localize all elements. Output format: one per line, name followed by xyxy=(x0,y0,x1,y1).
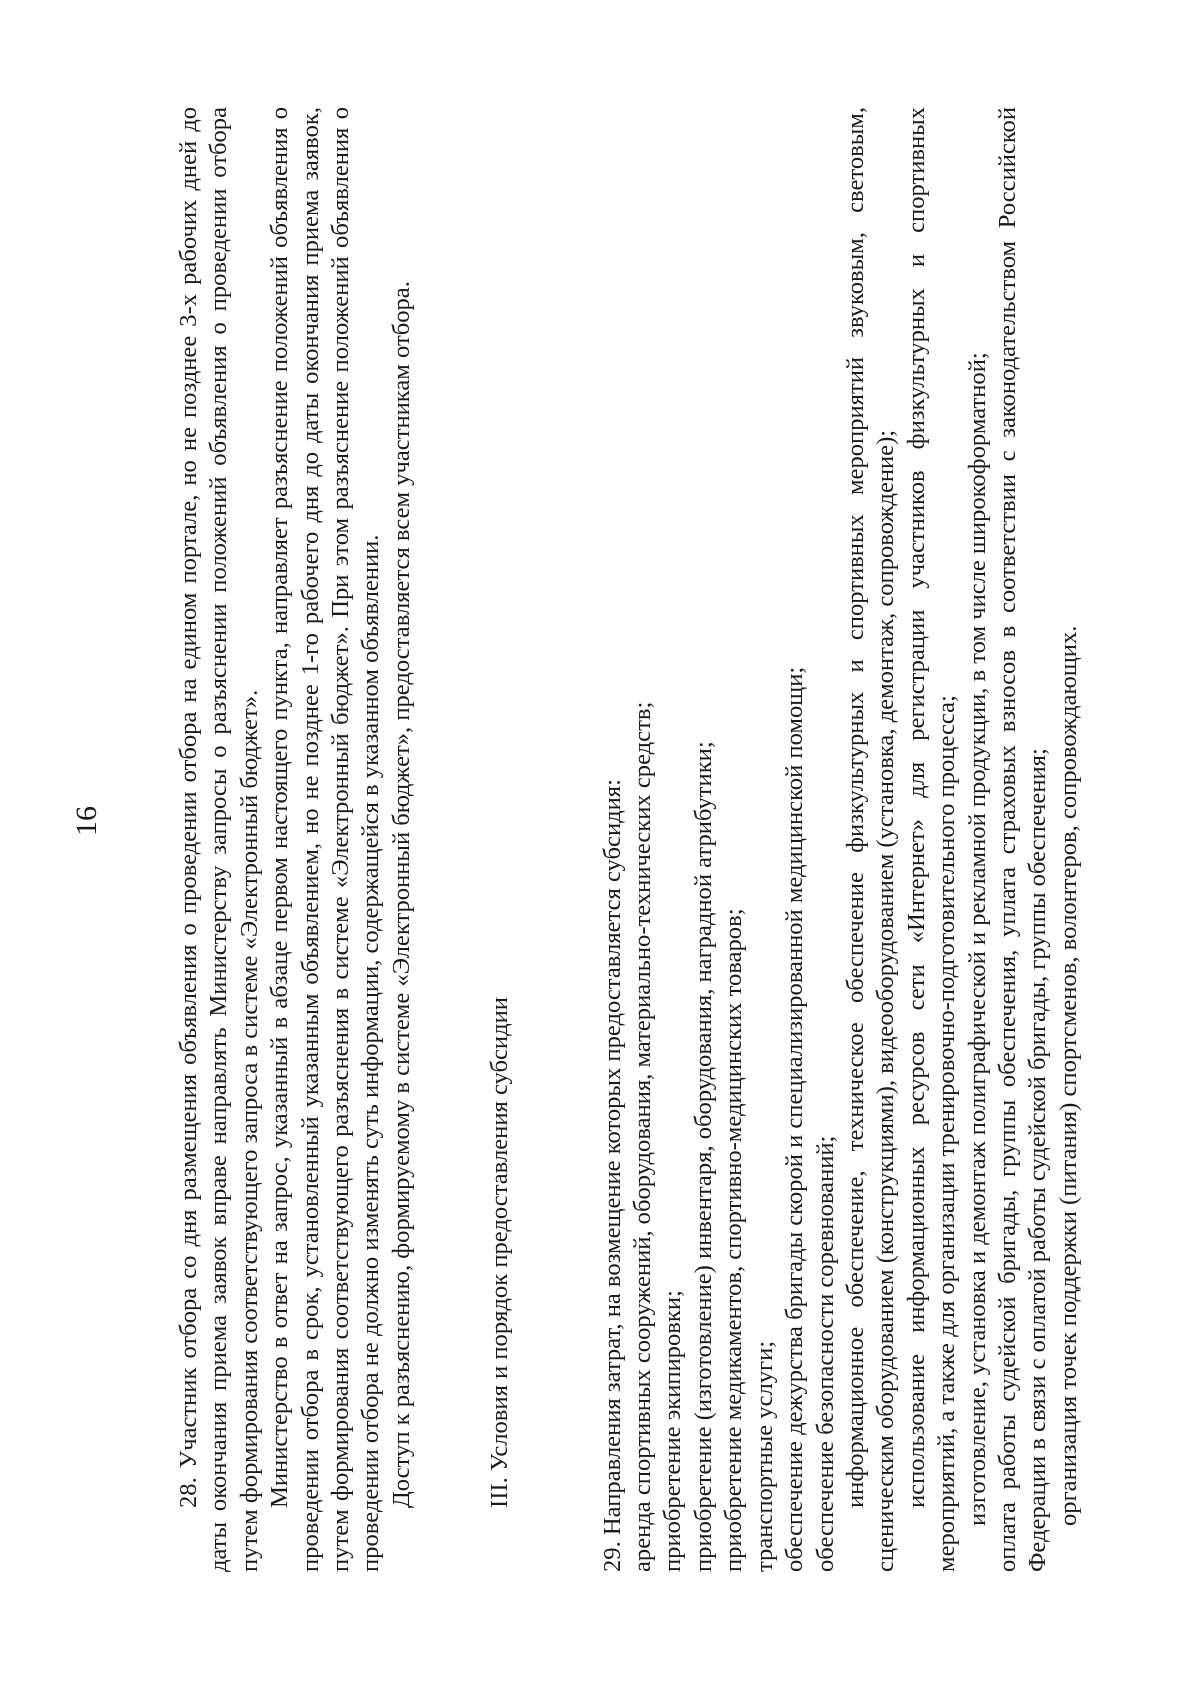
paragraph-29-info: информационное обеспечение, техническое обеспечение физкультурных и спортивных мероприятий звуковым, световым, сценическим оборудованием (конструкциями), видеооборудованием (установка, демонтаж, сопровождение); xyxy=(841,107,900,1572)
document-body xyxy=(174,107,1084,1572)
paragraph-29-printing: изготовление, установка и демонтаж полиграфической и рекламной продукции, в том числе широкоформатной; xyxy=(963,352,991,1526)
paragraph-29-internet: использование информационных ресурсов сети «Интернет» для регистрации участников физкультурных и спортивных мероприятий, а также для организации тренировочно-подготовительного процесса; xyxy=(902,107,961,1572)
paragraph-28-3: Доступ к разъяснению, формируемому в системе «Электронный бюджет», предоставляется всем участникам отбора. xyxy=(387,281,415,1508)
list-line-inventory: приобретение (изготовление) инвентаря, оборудования, наградной атрибутики; xyxy=(689,741,717,1572)
list-line-transport: транспортные услуги; xyxy=(750,1340,778,1572)
list-line-equipment: приобретение экипировки; xyxy=(659,1290,687,1572)
paragraph-29-judges: оплата работы судейской бригады, группы обеспечения, уплата страховых взносов в соответствии с законодательством Российской Федерации в связи с оплатой работы судейской бригады, группы обеспечения; xyxy=(993,107,1052,1572)
list-line-rent: аренда спортивных сооружений, оборудования, материально-технических средств; xyxy=(629,701,657,1572)
list-line-29-intro: 29. Направления затрат, на возмещение которых предоставляется субсидия: xyxy=(598,779,626,1572)
list-line-security: обеспечение безопасности соревнований; xyxy=(811,1135,839,1572)
section-title: III. Условия и порядок предоставления субсидии xyxy=(486,997,514,1508)
list-line-medicine: приобретение медикаментов, спортивно-медицинских товаров; xyxy=(720,908,748,1572)
list-line-ambulance: обеспечение дежурства бригады скорой и специализированной медицинской помощи; xyxy=(781,666,809,1572)
paragraph-28-1: 28. Участник отбора со дня размещения объявления о проведении отбора на едином портале, но не позднее 3-х рабочих дней до даты окончания приема заявок вправе направлять Министерству запросы о разъяснении положений объявления о проведении отбора путем формирования соответствующего запроса в системе «Электронный бюджет». xyxy=(175,107,263,1572)
paragraph-28-2: Министерство в ответ на запрос, указанный в абзаце первом настоящего пункта, направляет разъяснение положений объявления о проведении отбора в срок, установленный указанным объявлением, но не позднее 1-го рабочего дня до даты окончания приема заявок, путем формирования соответствующего разъяснения в системе «Электронный бюджет». При этом разъяснение положений объявления о проведении отбора не должно изменять суть информации, содержащейся в указанном объявлении. xyxy=(266,107,385,1572)
paragraph-29-support: организация точек поддержки (питания) спортсменов, волонтеров, сопровождающих. xyxy=(1054,625,1082,1526)
page-number: 16 xyxy=(70,806,103,836)
